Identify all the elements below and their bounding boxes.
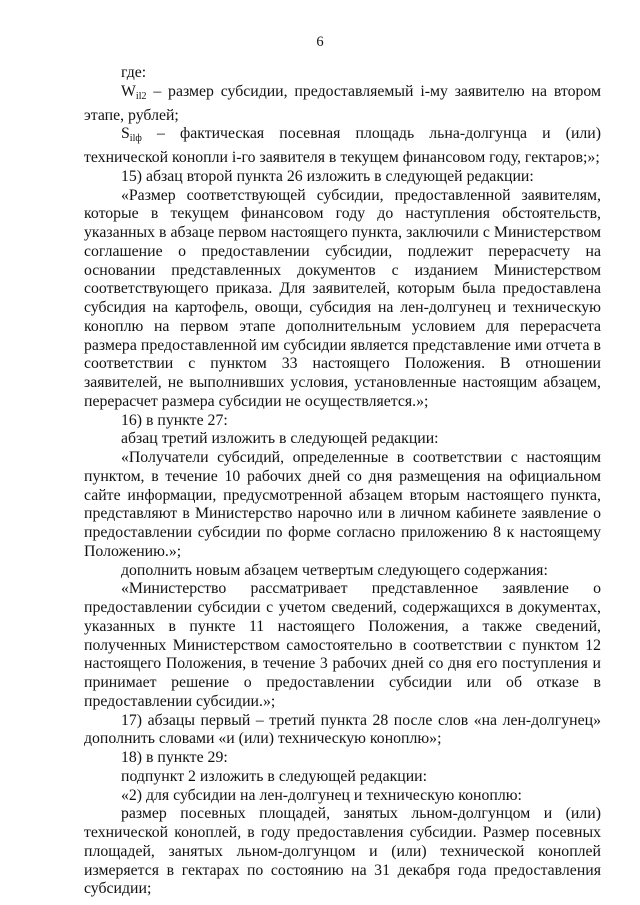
paragraph-where: где: <box>121 64 147 81</box>
document-body <box>84 64 601 899</box>
paragraph-item-15-text: «Размер соответствующей субсидии, предоставленной заявителям, которые в текущем финансовом году до наступления обстоятельств, указанных в абзаце первом настоящего пункта, заключили с Министерством соглашение о предоставлении субсидии, подлежит перерасчету на основании представленных документов с изданием Министерством соответствующего приказа. Для заявителей, которым была предоставлена субсидия на картофель, овощи, субсидия на лен-долгунец и техническую коноплю на первом этапе дополнительным условием для перерасчета размера предоставленной им субсидии является представление ими отчета в соответствии с пунктом 33 настоящего Положения. В отношении заявителей, не выполнивших условия, установленные настоящим абзацем, перерасчет размера субсидии не осуществляется.»; <box>84 186 601 410</box>
paragraph-item-18-intro: подпункт 2 изложить в следующей редакции: <box>121 767 428 785</box>
paragraph-item-18-sub2: «2) для субсидии на лен-долгунец и техническую коноплю: <box>121 786 522 804</box>
paragraph-item-16: 16) в пункте 27: <box>121 411 228 429</box>
paragraph-item-16-add: дополнить новым абзацем четвертым следующего содержания: <box>121 561 548 579</box>
page-number: 6 <box>316 34 324 50</box>
paragraph-item-17: 17) абзацы первый – третий пункта 28 после слов «на лен-долгунец» дополнить словами «и (или) техническую коноплю»; <box>84 711 601 748</box>
paragraph-item-16-add-text: «Министерство рассматривает представленное заявление о предоставлении субсидии с учетом сведений, содержащихся в документах, указанных в пункте 11 настоящего Положения, а также сведений, полученных Министерством самостоятельно в соответствии с пунктом 12 настоящего Положения, в течение 3 рабочих дней со дня его поступления и принимает решение о предоставлении субсидии или об отказе в предоставлении субсидии.»; <box>84 580 601 710</box>
paragraph-item-18-text: размер посевных площадей, занятых льном-долгунцом и (или) технической коноплей, в году предоставления субсидии. Размер посевных площадей, занятых льном-долгунцом и (или) технической коноплей измеряется в гектарах по состоянию на 31 декабря года предоставления субсидии; <box>84 805 601 898</box>
paragraph-item-18: 18) в пункте 29: <box>121 749 228 766</box>
paragraph-s-definition: $S_{ilф}$ – фактическая посевная площадь льна-долгунца и (или) технической конопли i-го заявителя в текущем финансовом году, гектаров;»; <box>84 125 601 166</box>
paragraph-item-16-text: «Получатели субсидий, определенные в соответствии с настоящим пунктом, в течение 10 рабочих дней со дня размещения на официальном сайте информации, предусмотренной абзацем вторым настоящего пункта, представляют в Министерство нарочно или в личном кабинете заявление о предоставлении субсидии по форме согласно приложению 8 к настоящему Положению.»; <box>84 449 601 560</box>
paragraph-item-15: 15) абзац второй пункта 26 изложить в следующей редакции: <box>121 167 534 185</box>
paragraph-item-16-intro: абзац третий изложить в следующей редакции: <box>121 430 439 448</box>
paragraph-w-definition: $W_{il2}$ – размер субсидии, предоставляемый i-му заявителю на втором этапе, рублей; <box>84 82 601 124</box>
